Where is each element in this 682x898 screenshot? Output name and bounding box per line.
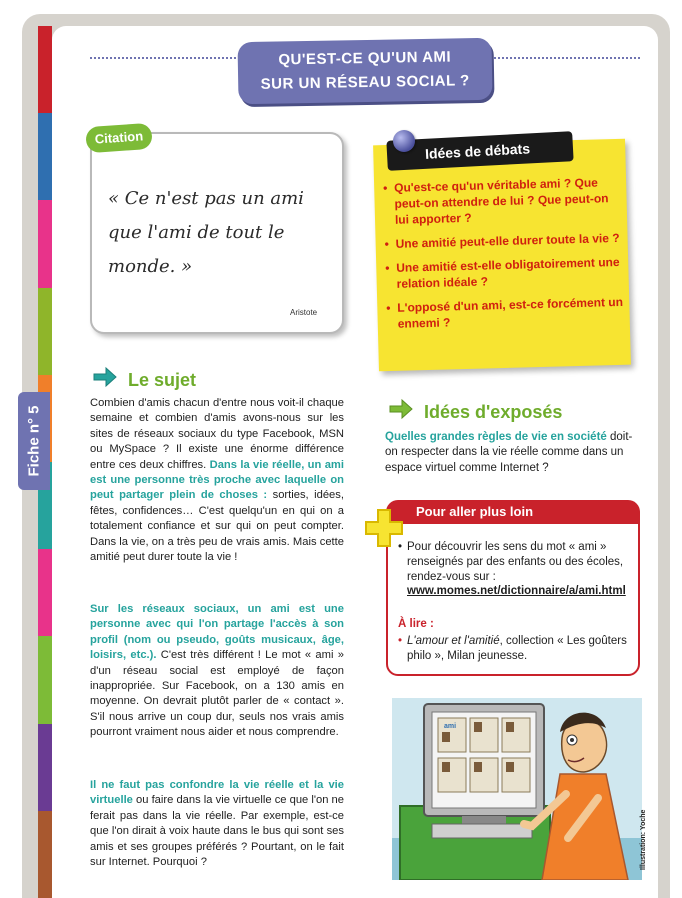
title-dotted-line-right bbox=[494, 57, 640, 59]
book-details: , collection « Les goûters philo », Milan jeunesse. bbox=[407, 635, 627, 662]
debate-item: • Une amitié peut-elle durer toute la vie ? bbox=[384, 230, 622, 252]
debate-item: • Qu'est-ce qu'un véritable ami ? Que peut-on attendre de lui ? Que peut-on lui apporter ? bbox=[383, 174, 622, 228]
loin-item bbox=[398, 540, 630, 599]
arrow-icon bbox=[92, 366, 118, 388]
fiche-label: Fiche n° 5 bbox=[25, 405, 43, 477]
boy-at-computer-illustration bbox=[392, 698, 642, 880]
p2-text: C'est très différent ! Le mot « ami » d'un réseau social est employé de façon inappropriée. Sur Facebook, on a 130 amis en moyenne. On devrait plutôt parler de « contact ». S'il nous arrive un coup dur, seuls nos vrais amis pourront vraiment nous aider et nous comprendre. bbox=[90, 649, 344, 739]
arrow-icon bbox=[388, 398, 414, 420]
exposes-title: Idées d'exposés bbox=[424, 402, 563, 422]
a-lire-label: À lire : bbox=[398, 618, 434, 630]
debates-list bbox=[383, 174, 625, 340]
sujet-paragraph-3 bbox=[90, 778, 344, 870]
p3-text: ou faire dans la vie virtuelle ce que l'on ne ferait pas dans la vie réelle. Par exemple, est-ce que l'on dirait à voix haute dans le bus qui sont ses amis et ses groupes préférés ? Pourtant, on le fait sur Internet. Pourquoi ? bbox=[90, 794, 345, 869]
debates-title: Idées de débats bbox=[386, 131, 573, 171]
loin-item-text: Pour découvrir les sens du mot « ami » renseignés par des enfants ou des écoles, rendez-vous sur : bbox=[407, 541, 624, 583]
sujet-paragraph-2 bbox=[90, 602, 344, 741]
fiche-tab bbox=[18, 392, 50, 490]
dictionary-link[interactable]: www.momes.net/dictionnaire/a/ami.html bbox=[407, 585, 626, 598]
citation-author: Aristote bbox=[290, 308, 318, 317]
p3-highlight: Il ne faut pas confondre la vie réelle et la vie virtuelle bbox=[90, 779, 344, 807]
p1-text-a: Combien d'amis chacun d'entre nous voit-il chaque semaine et combien d'amis avons-nous sur les sites de réseaux sociaux du type Facebook, MSN ou MySpace ? Il existe une énorme différence entre ces deux chiffres. bbox=[90, 397, 344, 471]
p2-highlight: Sur les réseaux sociaux, un ami est une personne avec qui l'on partage l'accès à son profil (nom ou pseudo, goûts musicaux, âge, loisirs, etc.). bbox=[90, 603, 344, 662]
screen-label: ami bbox=[444, 723, 457, 730]
sujet-paragraph-1 bbox=[90, 396, 344, 565]
page-title bbox=[237, 38, 492, 104]
exposes-item bbox=[385, 430, 643, 476]
citation-badge: Citation bbox=[85, 123, 153, 154]
debate-item: • L'opposé d'un ami, est-ce forcément un ennemi ? bbox=[386, 294, 625, 332]
stripe bbox=[38, 200, 52, 287]
stripe bbox=[38, 288, 52, 375]
illustration-credit: Illustration: Yoche bbox=[640, 809, 647, 870]
stripe bbox=[38, 26, 52, 113]
sujet-title: Le sujet bbox=[128, 370, 197, 390]
stripe bbox=[38, 549, 52, 636]
p1-highlight: Dans la vie réelle, un ami est une personne très proche avec laquelle on peut partager plein de choses : bbox=[90, 458, 344, 502]
title-dotted-line-left bbox=[90, 57, 236, 59]
title-line-1: QU'EST-CE QU'UN AMI bbox=[278, 48, 452, 69]
stripe bbox=[38, 811, 52, 898]
book-item bbox=[398, 634, 630, 664]
citation-quote: « Ce n'est pas un ami que l'ami de tout le monde. » bbox=[108, 188, 304, 277]
p1-text-b: sorties, idées, fêtes, confidences… C'est quelqu'un en qui on a totalement confiance et sur qui on peut compter. Dans la vie, on a très peu de vrais amis. Mais cette amitié peut durer toute la vie ! bbox=[90, 489, 344, 564]
stripe bbox=[38, 113, 52, 200]
pour-aller-plus-loin-title: Pour aller plus loin bbox=[386, 500, 640, 524]
stripe bbox=[38, 724, 52, 811]
exposes-text: doit-on respecter dans la vie réelle comme dans un espace virtuel comme Internet ? bbox=[385, 431, 633, 474]
book-title: L'amour et l'amitié bbox=[407, 635, 500, 647]
debate-item: • Une amitié est-elle obligatoirement une relation idéale ? bbox=[385, 254, 624, 292]
pushpin-icon bbox=[393, 130, 415, 152]
exposes-highlight: Quelles grandes règles de vie en société bbox=[385, 431, 607, 443]
stripe bbox=[38, 636, 52, 723]
title-line-2: SUR UN RÉSEAU SOCIAL ? bbox=[260, 72, 470, 93]
